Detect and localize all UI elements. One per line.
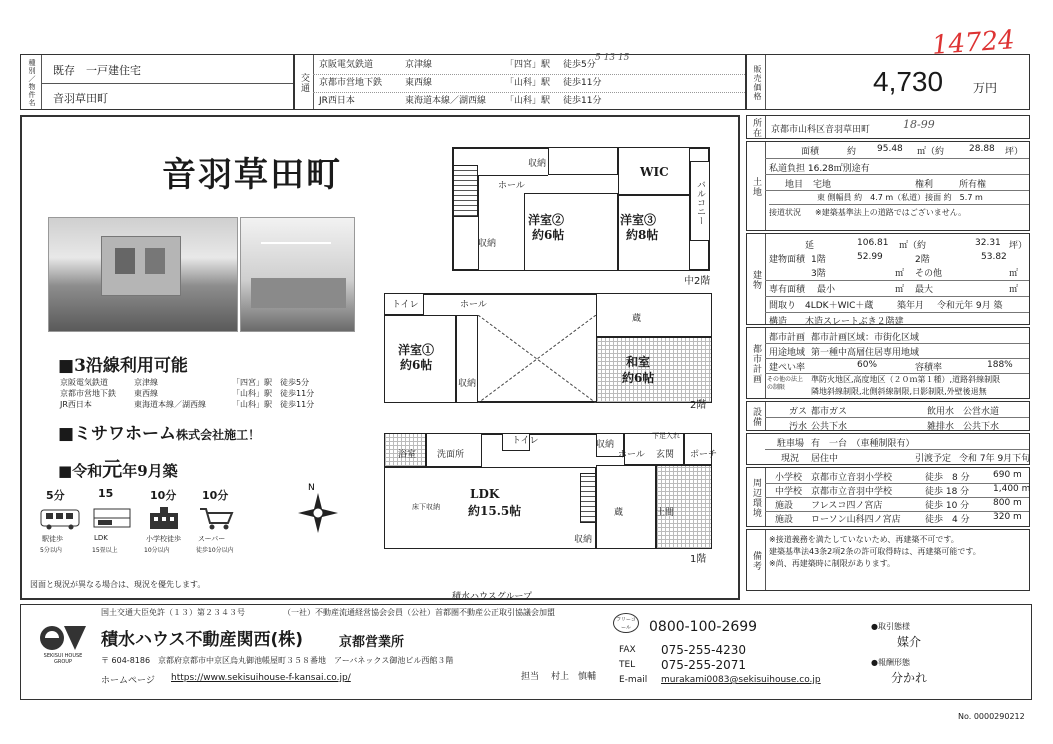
access-walk: 徒歩5分 <box>280 378 310 387</box>
gas-label: ガス <box>789 407 808 417</box>
type-value: 既存 一戸建住宅 <box>53 64 141 77</box>
access-walk: 徒歩11分 <box>280 389 315 398</box>
type-box <box>20 54 294 110</box>
room-label-first: 下足入れ <box>652 432 680 440</box>
far-value: 188% <box>987 360 1013 370</box>
freecall-badge-text: フリーコール <box>616 617 636 631</box>
sewer-value: 公共下水 <box>811 422 848 432</box>
misc-value: 公共下水 <box>963 422 1000 432</box>
company-logo <box>35 623 91 667</box>
env-dist: 690 m <box>993 470 1022 480</box>
parking-label: 駐車場 <box>777 439 805 449</box>
address-value: 京都市山科区音羽草田町 <box>771 125 871 135</box>
shopping-cart-icon <box>194 505 238 531</box>
unit-f3: ㎡ <box>895 269 905 279</box>
land-area-prefix: 約 <box>847 147 857 157</box>
env-dist: 800 m <box>993 498 1022 508</box>
building-section <box>746 233 1030 325</box>
floor-label-mezzanine: 中2階 <box>684 276 711 287</box>
room-label-mezzanine: 収納 <box>528 159 547 169</box>
env-type: 小学校 <box>775 473 803 483</box>
room-label-first: 浴室 <box>398 450 417 460</box>
floor-area-label: 建物面積 <box>769 255 806 265</box>
company-address: 〒 604-8186 京都府京都市中京区烏丸御池帳屋町３５８番地 アーバネックス御池ビル西館３階 <box>101 656 454 665</box>
structure-label: 構造 <box>769 317 788 327</box>
room-label-second: 約6帖 <box>622 371 655 385</box>
floor-label-second: 2階 <box>690 400 707 411</box>
transport-walk: 徒歩11分 <box>563 78 602 88</box>
fax-label: FAX <box>619 645 636 655</box>
group-name: 積水ハウスグループ <box>452 592 533 602</box>
unit-min: ㎡ <box>895 285 905 295</box>
total-sqm: 106.81 <box>857 238 889 248</box>
env-dist: 320 m <box>993 512 1022 522</box>
env-dist: 1,400 m <box>993 484 1031 494</box>
feature-value: 5分 <box>46 489 65 502</box>
price-box <box>746 54 1030 110</box>
private-road: 私道負担 16.28㎡別途有 <box>769 164 870 174</box>
handover-label: 引渡予定 <box>915 454 952 464</box>
price-unit: 万円 <box>973 81 998 95</box>
land-area-label: 面積 <box>801 147 820 157</box>
builder-line: ■ミサワホーム株式会社施工！ <box>58 424 261 444</box>
other-restrictions-label: その他の法上の制限 <box>767 376 804 391</box>
feature-sub: 10分以内 <box>144 547 170 554</box>
fee-label-text: 報酬形態 <box>877 658 910 667</box>
city-section <box>746 327 1030 399</box>
email-link[interactable]: murakami0083@sekisuihouse.co.jp <box>661 675 821 685</box>
bcr-label: 建ぺい率 <box>769 363 806 373</box>
transport-walk: 徒歩11分 <box>563 96 602 106</box>
deal-label-text: 取引態様 <box>877 622 910 631</box>
room-label-first: 土間 <box>656 508 675 518</box>
email-label: E-mail <box>619 675 648 685</box>
road-side: 東 側幅員 約 4.7 m（私道）接面 約 5.7 m <box>817 193 983 202</box>
land-section <box>746 141 1030 231</box>
flyer-title: 音羽草田町 <box>162 155 342 195</box>
unit-sqm-2: ㎡（約 <box>899 241 927 251</box>
transport-label: 交通 <box>299 73 309 93</box>
price-value: 4,730 <box>873 66 944 97</box>
env-type: 施設 <box>775 515 794 525</box>
room-label-second: 洋室① <box>398 343 435 357</box>
far-label: 容積率 <box>915 363 943 373</box>
env-type: 施設 <box>775 501 794 511</box>
other-restrictions-1: 準防火地区,高度地区（２０ｍ第１種）,道路斜線制限 <box>811 375 1001 384</box>
freecall-badge-icon <box>613 613 639 633</box>
svg-text:N: N <box>308 483 315 493</box>
drink-label: 飲用水 <box>927 407 955 417</box>
fee-label: ●報酬形態 <box>871 658 910 667</box>
zone-value: 第一種中高層住居専用地域 <box>811 348 920 358</box>
room-label-mezzanine: ホール <box>498 181 525 191</box>
access-walk: 徒歩11分 <box>280 400 315 409</box>
room-label-second: 収納 <box>458 379 477 389</box>
access-line: JR西日本 <box>60 400 92 409</box>
built-value: 令和元年 9月 築 <box>937 301 1003 311</box>
f1-label: 1階 <box>811 255 826 265</box>
feature-value: 10分 <box>150 489 177 502</box>
transport-station: 「山科」駅 <box>505 96 551 106</box>
room-label-first: 収納 <box>574 535 593 545</box>
floor-label-first: 1階 <box>690 554 707 565</box>
compass-icon <box>294 481 342 535</box>
address-row-label: 所在 <box>751 118 761 138</box>
room-label-first: 蔵 <box>614 508 624 518</box>
room-label-mezzanine: WIC <box>640 165 669 179</box>
address-row <box>746 115 1030 139</box>
category-label: 地目 <box>785 180 804 190</box>
remarks-section-label: 備考 <box>751 551 761 571</box>
room-label-first: 約15.5帖 <box>468 504 522 518</box>
misc-label: 雑排水 <box>927 422 955 432</box>
access-station: 「山科」駅 <box>232 389 272 398</box>
room-label-mezzanine: 収納 <box>478 239 497 249</box>
total-tsubo: 32.31 <box>975 238 1001 248</box>
builder-suffix: 株式会社施工！ <box>176 428 261 442</box>
room-label-mezzanine: 約6帖 <box>532 228 565 242</box>
room-label-mezzanine: 洋室③ <box>620 213 657 227</box>
tel-label: TEL <box>619 660 636 670</box>
feature-label: 小学校徒歩 <box>146 535 181 543</box>
branch-name: 京都営業所 <box>339 635 405 650</box>
rights-value: 所有権 <box>959 180 987 190</box>
contact-name: 村上 慎輔 <box>551 672 597 682</box>
type-label: 種別／物件名 <box>28 59 36 107</box>
access-line: 京阪電気鉄道 <box>60 378 108 387</box>
homepage-label: ホームページ <box>101 676 155 686</box>
feature-label: 駅徒歩 <box>42 535 63 543</box>
disclaimer: 図面と現況が異なる場合は、現況を優先します。 <box>30 580 206 589</box>
association: （一社）不動産流通経営協会会員（公社）首都圏不動産公正取引協議会加盟 <box>283 608 555 617</box>
f2-value: 53.82 <box>981 252 1007 262</box>
transport-handnote: 5 13 15 <box>595 53 630 63</box>
other-restrictions-2: 隣地斜線制限,北側斜線制限,日影制限,外壁後退無 <box>811 387 987 396</box>
room-label-first: 玄関 <box>656 450 675 460</box>
land-area-sqm: 95.48 <box>877 144 903 154</box>
room-label-second: 約6帖 <box>400 358 433 372</box>
bcr-value: 60% <box>857 360 878 370</box>
env-name: フレスコ四ノ宮店 <box>811 501 883 511</box>
access-route: 東海道本線／湖西線 <box>134 400 206 409</box>
layout-value: 4LDK＋WIC＋蔵 <box>805 301 874 311</box>
room-label-mezzanine: 洋室② <box>528 213 565 227</box>
structure-value: 木造スレートぶき２階建 <box>805 317 904 327</box>
city-section-label: 都市計画 <box>751 344 761 384</box>
transport-station: 「四宮」駅 <box>505 60 551 70</box>
env-walk: 徒歩 8 分 <box>925 473 970 483</box>
built-prefix: 令和 <box>72 462 103 480</box>
env-name: 京都市立音羽小学校 <box>811 473 893 483</box>
built-suffix: 年9月築 <box>122 462 178 480</box>
total-prefix: 延 <box>805 241 815 251</box>
unit-tsubo: 坪） <box>1005 147 1024 157</box>
transport-box <box>294 54 746 110</box>
env-name: ローソン山科四ノ宮店 <box>811 515 901 525</box>
f3-label: 3階 <box>811 269 826 279</box>
remark-line: ※接道義務を満たしていないため、再建築不可です。 <box>769 535 959 544</box>
exterior-photo <box>48 217 238 332</box>
transport-station: 「山科」駅 <box>505 78 551 88</box>
handover-value: 令和 7年 9月下旬 <box>959 454 1031 464</box>
room-label-mezzanine: 約8帖 <box>626 228 659 242</box>
facilities-section-label: 設備 <box>751 407 761 427</box>
transport-route: 東西線 <box>405 78 433 88</box>
status-label: 現況 <box>781 454 800 464</box>
f2-label: 2階 <box>915 255 930 265</box>
room-label-second: 蔵 <box>632 314 642 324</box>
env-walk: 徒歩 4 分 <box>925 515 970 525</box>
homepage-link[interactable]: https://www.sekisuihouse-f-kansai.co.jp/ <box>171 673 351 683</box>
road-note: ※建築基準法上の道路ではございません。 <box>815 208 967 217</box>
builder-main: ミサワホーム <box>74 424 177 444</box>
built-line: ■令和元年9月築 <box>58 457 178 481</box>
handwritten-code: 14724 <box>931 25 1016 61</box>
access-route: 京津線 <box>134 378 158 387</box>
unit-max: ㎡ <box>1009 285 1019 295</box>
transport-route: 東海道本線／湖西線 <box>405 96 487 106</box>
feature-label: LDK <box>94 534 108 542</box>
footer <box>20 604 1032 700</box>
unit-other: ㎡ <box>1009 269 1019 279</box>
document-number: No. 0000290212 <box>958 712 1025 721</box>
room-label-first: 床下収納 <box>412 503 440 511</box>
unit-sqm: ㎡（約 <box>917 147 945 157</box>
fax-number: 075-255-4230 <box>661 643 747 657</box>
category-value: 宅地 <box>813 180 832 190</box>
room-label-mezzanine: バルコニー <box>695 180 705 225</box>
max-label: 最大 <box>915 285 934 295</box>
land-area-tsubo: 28.88 <box>969 144 995 154</box>
fee-value: 分かれ <box>891 671 928 685</box>
drink-value: 公営水道 <box>963 407 1000 417</box>
built-year: 元 <box>102 457 123 481</box>
building-section-label: 建物 <box>751 270 761 290</box>
zone-label: 用途地域 <box>769 348 806 358</box>
env-walk: 徒歩 18 分 <box>925 487 970 497</box>
access-route: 東西線 <box>134 389 158 398</box>
gas-value: 都市ガス <box>811 407 848 417</box>
rights-label: 権利 <box>915 180 934 190</box>
company-name: 積水ハウス不動産関西(株) <box>101 630 304 650</box>
tel-number: 075-255-2071 <box>661 658 747 672</box>
room-label-second: トイレ <box>392 300 419 310</box>
room-label-first: ポーチ <box>690 450 718 460</box>
land-section-label: 土地 <box>751 177 761 197</box>
transport-line: JR西日本 <box>319 96 355 106</box>
school-icon <box>142 505 186 531</box>
remarks-section <box>746 529 1030 591</box>
contact-label: 担当 <box>521 672 540 682</box>
freecall-number: 0800-100-2699 <box>649 619 758 635</box>
property-name: 音羽草田町 <box>53 92 108 105</box>
parking-value: 有 一台 （車種制限有） <box>811 439 915 449</box>
env-name: 京都市立音羽中学校 <box>811 487 893 497</box>
address-hand: 18-99 <box>903 118 935 131</box>
license: 国土交通大臣免許（１３）第２３４３号 <box>101 608 245 617</box>
plan-value: 都市計画区域：市街化区域 <box>811 333 920 343</box>
feature-sub: 15畳以上 <box>92 547 118 554</box>
feature-value: 10分 <box>202 489 229 502</box>
environment-section <box>746 467 1030 527</box>
facilities-section <box>746 401 1030 431</box>
transport-walk: 徒歩5分 <box>563 60 596 70</box>
f1-value: 52.99 <box>857 252 883 262</box>
feature-sub: 徒歩10分以内 <box>196 547 234 554</box>
room-label-second: ホール <box>460 300 487 310</box>
road-label: 接道状況 <box>769 208 801 217</box>
feature-label: スーパー <box>198 535 226 543</box>
headline-text: 3沿線利用可能 <box>74 356 188 376</box>
remark-line: ※尚、再建築時に制限があります。 <box>769 559 896 568</box>
built-label: 築年月 <box>897 301 925 311</box>
train-icon <box>38 505 82 531</box>
remark-line: 建築基準法43条2項2条の許可取得時は、再建築可能です。 <box>769 547 981 556</box>
plan-label: 都市計画 <box>769 333 806 343</box>
status-value: 居住中 <box>811 454 839 464</box>
room-label-second: 和室 <box>626 355 651 369</box>
interior-photo <box>240 217 355 332</box>
ldk-icon <box>90 505 134 531</box>
parking-section <box>746 433 1030 465</box>
feature-value: 15 <box>98 487 114 500</box>
access-station: 「山科」駅 <box>232 400 272 409</box>
deal-value: 媒介 <box>897 635 922 649</box>
transport-line: 京阪電気鉄道 <box>319 60 374 70</box>
room-label-first: トイレ <box>512 436 539 446</box>
access-line: 京都市営地下鉄 <box>60 389 116 398</box>
floorplan-mezzanine <box>452 147 712 273</box>
sewer-label: 汚水 <box>789 422 808 432</box>
room-label-first: ホール <box>618 450 645 460</box>
transport-line: 京都市営地下鉄 <box>319 78 383 88</box>
other-area-label: その他 <box>915 269 943 279</box>
layout-label: 間取り <box>769 301 797 311</box>
feature-sub: 5分以内 <box>40 547 62 554</box>
transport-route: 京津線 <box>405 60 433 70</box>
deal-label: ●取引態様 <box>871 622 910 631</box>
room-label-first: LDK <box>470 487 500 501</box>
room-label-first: 洗面所 <box>437 450 465 460</box>
environment-section-label: 周辺環境 <box>751 478 761 518</box>
exclusive-label: 専有面積 <box>769 285 806 295</box>
room-label-first: 収納 <box>596 440 615 450</box>
env-type: 中学校 <box>775 487 803 497</box>
headline: ■3沿線利用可能 <box>58 356 188 376</box>
logo-text: SEKISUI HOUSE GROUP <box>43 653 83 665</box>
unit-tsubo-2: 坪） <box>1009 241 1028 251</box>
env-walk: 徒歩 10 分 <box>925 501 970 511</box>
price-label: 販売価格 <box>753 65 762 101</box>
access-station: 「四宮」駅 <box>232 378 272 387</box>
min-label: 最小 <box>817 285 836 295</box>
